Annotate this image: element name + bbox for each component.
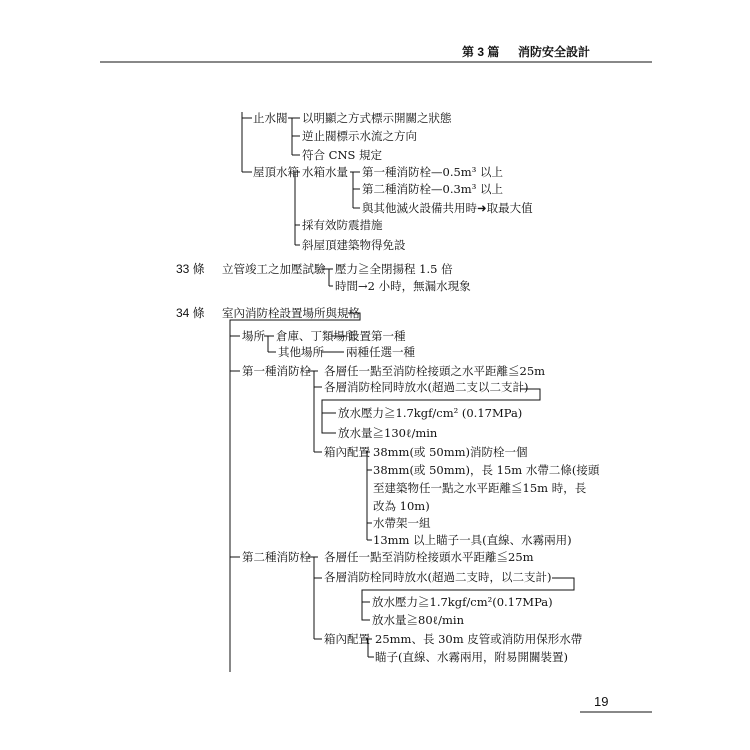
type2-box-item: 25mm、長 30m 皮管或消防用保形水帶	[375, 632, 583, 646]
stop-valve-item: 符合 CNS 規定	[302, 148, 383, 162]
article-33-number: 33 條	[176, 262, 205, 276]
type1-pressure: 放水壓力≧1.7kgf/cm² (0.17MPa)	[338, 406, 523, 420]
type1-hydrant-label: 第一種消防栓	[242, 364, 311, 378]
tank-volume-item: 第二種消防栓—0.3m³ 以上	[362, 182, 503, 196]
type1-box-item: 38mm(或 50mm)，長 15m 水帶二條(接頭	[373, 463, 600, 477]
tank-volume-label: 水箱水量	[302, 165, 348, 179]
stop-valve-label: 止水閥	[253, 111, 288, 125]
article-33-label: 立管竣工之加壓試驗	[222, 262, 326, 276]
article-34-number: 34 條	[176, 306, 205, 320]
other-place-result: 兩種任選一種	[346, 345, 415, 359]
type2-pressure: 放水壓力≧1.7kgf/cm²(0.17MPa)	[372, 595, 553, 609]
chapter-label: 第 3 篇	[462, 45, 500, 59]
page-number: 19	[594, 694, 609, 709]
type1-simultaneous: 各層消防栓同時放水(超過二支以二支計)	[324, 380, 529, 394]
type1-box-item-cont: 改為 10m)	[373, 499, 430, 513]
type1-box-item: 13mm 以上瞄子一具(直線、水霧兩用)	[373, 533, 572, 547]
type2-hydrant-label: 第二種消防栓	[242, 550, 311, 564]
type2-box-item: 瞄子(直線、水霧兩用，附易開關裝置)	[375, 650, 568, 664]
stop-valve-item: 逆止閥標示水流之方向	[302, 129, 417, 143]
type1-box-item: 38mm(或 50mm)消防栓一個	[373, 445, 528, 459]
type2-box-label: 箱內配置	[324, 632, 370, 646]
type2-simultaneous: 各層消防栓同時放水(超過二支時，以二支計)	[324, 570, 552, 584]
roof-tank-item: 採有效防震措施	[302, 218, 383, 232]
warehouse-label: 倉庫、丁類場所	[276, 329, 357, 343]
type1-distance: 各層任一點至消防栓接頭之水平距離≦25m	[324, 364, 546, 378]
roof-tank-label: 屋頂水箱	[253, 165, 299, 179]
tank-volume-item: 與其他滅火設備共用時➜取最大值	[362, 201, 533, 215]
type1-box-item-cont: 至建築物任一點之水平距離≦15m 時，長	[373, 481, 587, 495]
stop-valve-item: 以明顯之方式標示開關之狀態	[302, 111, 452, 125]
warehouse-result: 設置第一種	[348, 329, 406, 343]
article-33-item: 壓力≧全閉揚程 1.5 倍	[335, 262, 453, 276]
chapter-title: 消防安全設計	[518, 45, 591, 59]
type2-flow: 放水量≧80ℓ/min	[372, 613, 465, 627]
type1-flow: 放水量≧130ℓ/min	[338, 426, 438, 440]
type1-box-label: 箱內配置	[324, 445, 370, 459]
other-place-label: 其他場所	[278, 345, 324, 359]
type2-distance: 各層任一點至消防栓接頭水平距離≦25m	[324, 550, 534, 564]
tank-volume-item: 第一種消防栓—0.5m³ 以上	[362, 165, 503, 179]
article-34-label: 室內消防栓設置場所與規格	[222, 306, 360, 320]
type1-box-item: 水帶架一組	[373, 516, 431, 530]
roof-tank-item: 斜屋頂建築物得免設	[302, 238, 406, 252]
place-label: 場所	[242, 329, 265, 343]
article-33-item: 時間→2 小時，無漏水現象	[335, 279, 471, 293]
